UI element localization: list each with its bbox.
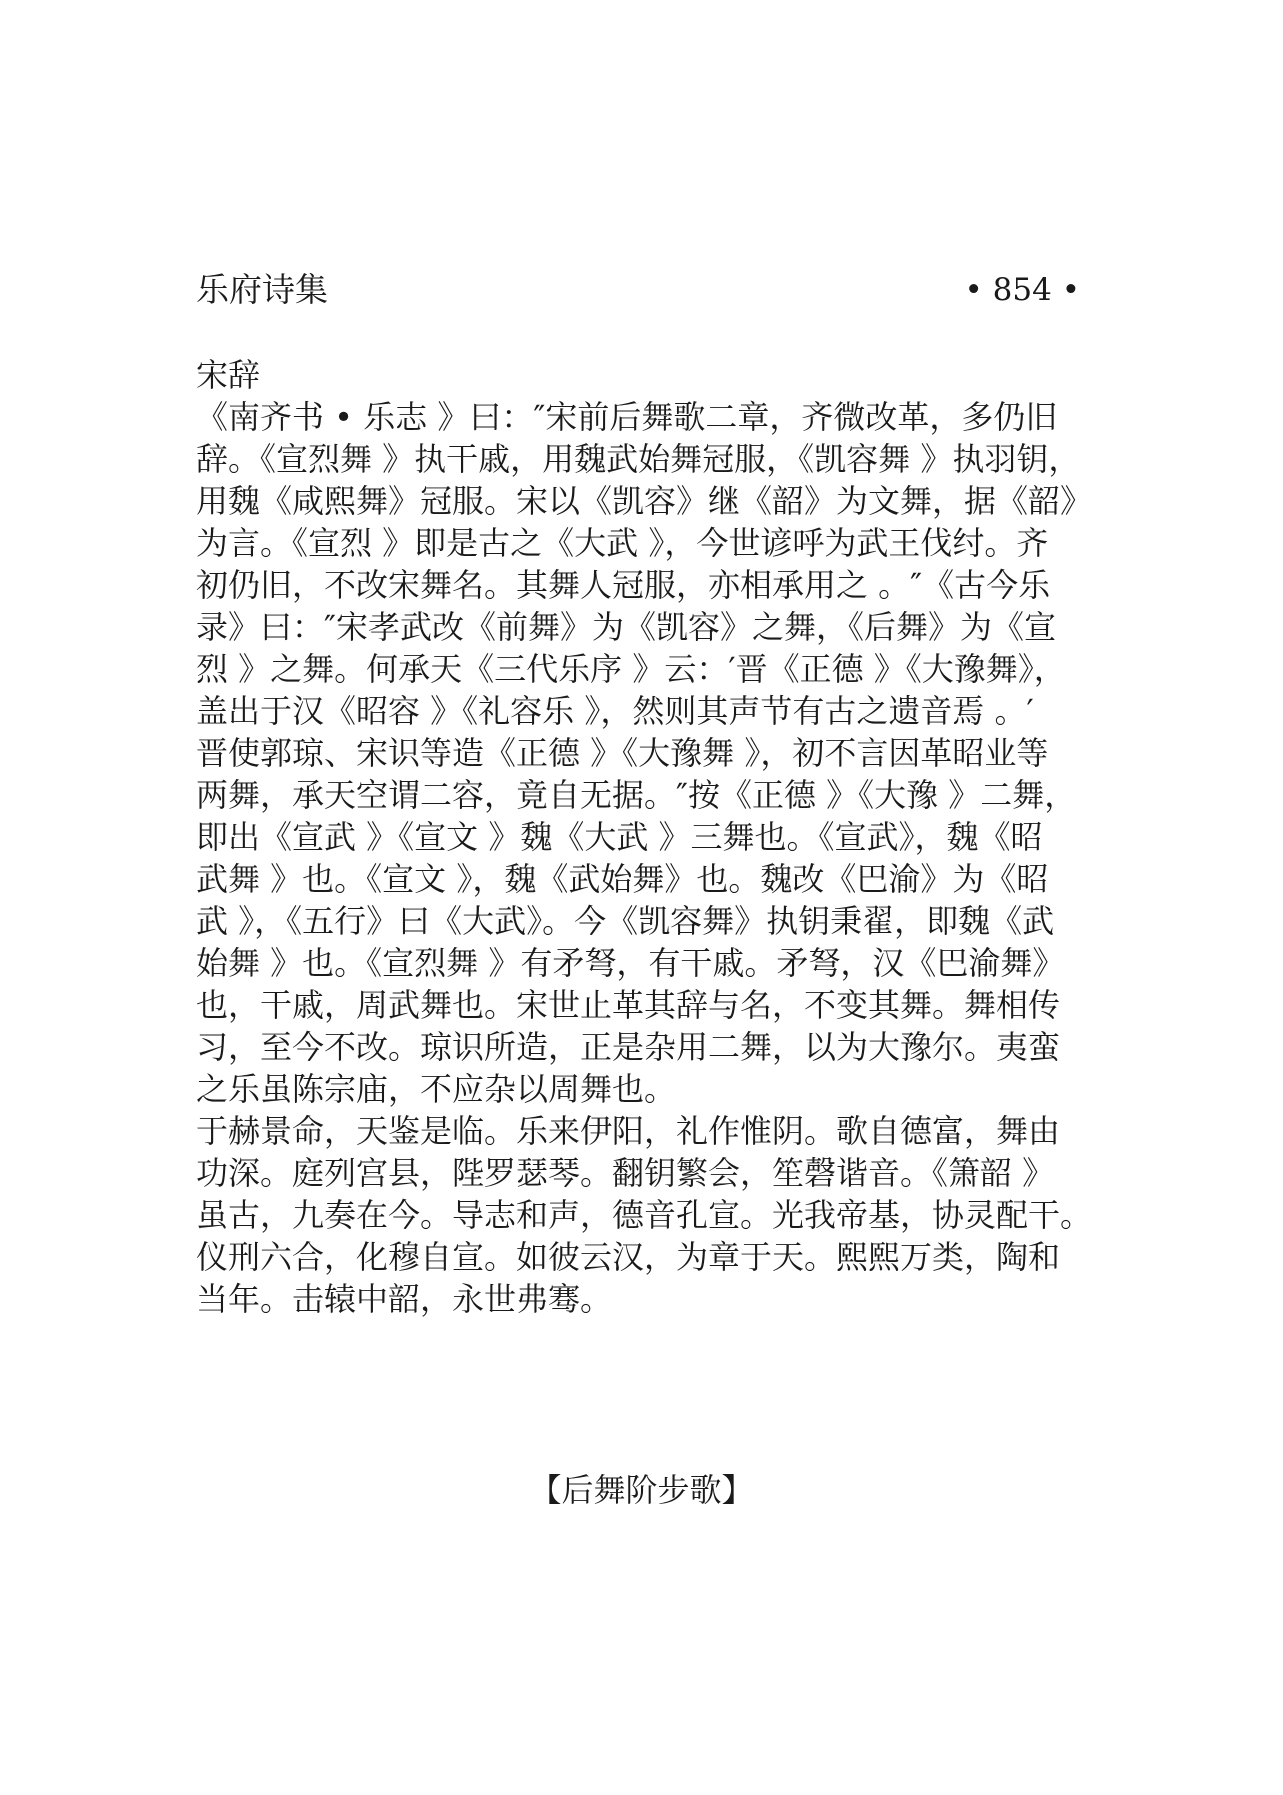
commentary-line: 盖出于汉《昭容 》《礼容乐 》，然则其声节有古之遗音焉 。′ [196, 692, 1034, 730]
page-number: • 854 • [964, 272, 1080, 308]
commentary-line: 烈 》之舞。何承天《三代乐序 》云：′晋《正德 》《大豫舞》， [196, 650, 1066, 688]
next-section-heading: 【后舞阶步歌】 [529, 1471, 754, 1509]
poem-line: 于赫景命，天鉴是临。乐来伊阳，礼作惟阴。歌自德富，舞由 [196, 1112, 1061, 1150]
poem-line: 当年。击辕中韶，永世弗骞。 [196, 1280, 613, 1318]
poem-line: 仪刑六合，化穆自宣。如彼云汉，为章于天。熙熙万类，陶和 [196, 1238, 1061, 1276]
commentary-line: 之乐虽陈宗庙，不应杂以周舞也。 [196, 1070, 677, 1108]
commentary-line: 为言。《宣烈 》即是古之《大武 》，今世谚呼为武王伐纣。齐 [196, 524, 1049, 562]
commentary-line: 初仍旧，不改宋舞名。其舞人冠服，亦相承用之 。″《古今乐 [196, 566, 1051, 604]
commentary-line: 武 》，《五行》曰《大武》。今《凯容舞》执钥秉翟，即魏《武 [196, 902, 1055, 940]
commentary-line: 习，至今不改。琼识所造，正是杂用二舞，以为大豫尔。夷蛮 [196, 1028, 1061, 1066]
commentary-line: 武舞 》也。《宣文 》，魏《武始舞》也。魏改《巴渝》为《昭 [196, 860, 1049, 898]
commentary-line: 《南齐书 • 乐志 》曰：″宋前后舞歌二章，齐微改革，多仍旧 [196, 398, 1058, 436]
commentary-line: 即出《宣武 》《宣文 》魏《大武 》三舞也。《宣武》，魏《昭 [196, 818, 1043, 856]
commentary-line: 录》曰：″宋孝武改《前舞》为《凯容》之舞，《后舞》为《宣 [196, 608, 1056, 646]
section-label: 宋辞 [196, 356, 261, 394]
poem-line: 功深。庭列宫县，陛罗瑟琴。翻钥繁会，笙磬谐音。《箫韶 》 [196, 1154, 1055, 1192]
book-title: 乐府诗集 [196, 270, 328, 309]
commentary-line: 用魏《咸熙舞》冠服。宋以《凯容》继《韶》为文舞，据《韶》 [196, 482, 1093, 520]
commentary-line: 辞。《宣烈舞 》执干戚，用魏武始舞冠服，《凯容舞 》执羽钥， [196, 440, 1081, 478]
poem-line: 虽古，九奏在今。导志和声，德音孔宣。光我帝基，协灵配干。 [196, 1196, 1093, 1234]
body-text [196, 354, 1116, 1320]
commentary-line: 也，干戚，周武舞也。宋世止革其辞与名，不变其舞。舞相传 [196, 986, 1061, 1024]
commentary-line: 晋使郭琼、宋识等造《正德 》《大豫舞 》，初不言因革昭业等 [196, 734, 1049, 772]
page-header [196, 268, 1080, 312]
commentary-line: 两舞，承天空谓二容，竟自无据。″按《正德 》《大豫 》二舞， [196, 776, 1077, 814]
commentary-line: 始舞 》也。《宣烈舞 》有矛弩，有干戚。矛弩，汉《巴渝舞》 [196, 944, 1065, 982]
